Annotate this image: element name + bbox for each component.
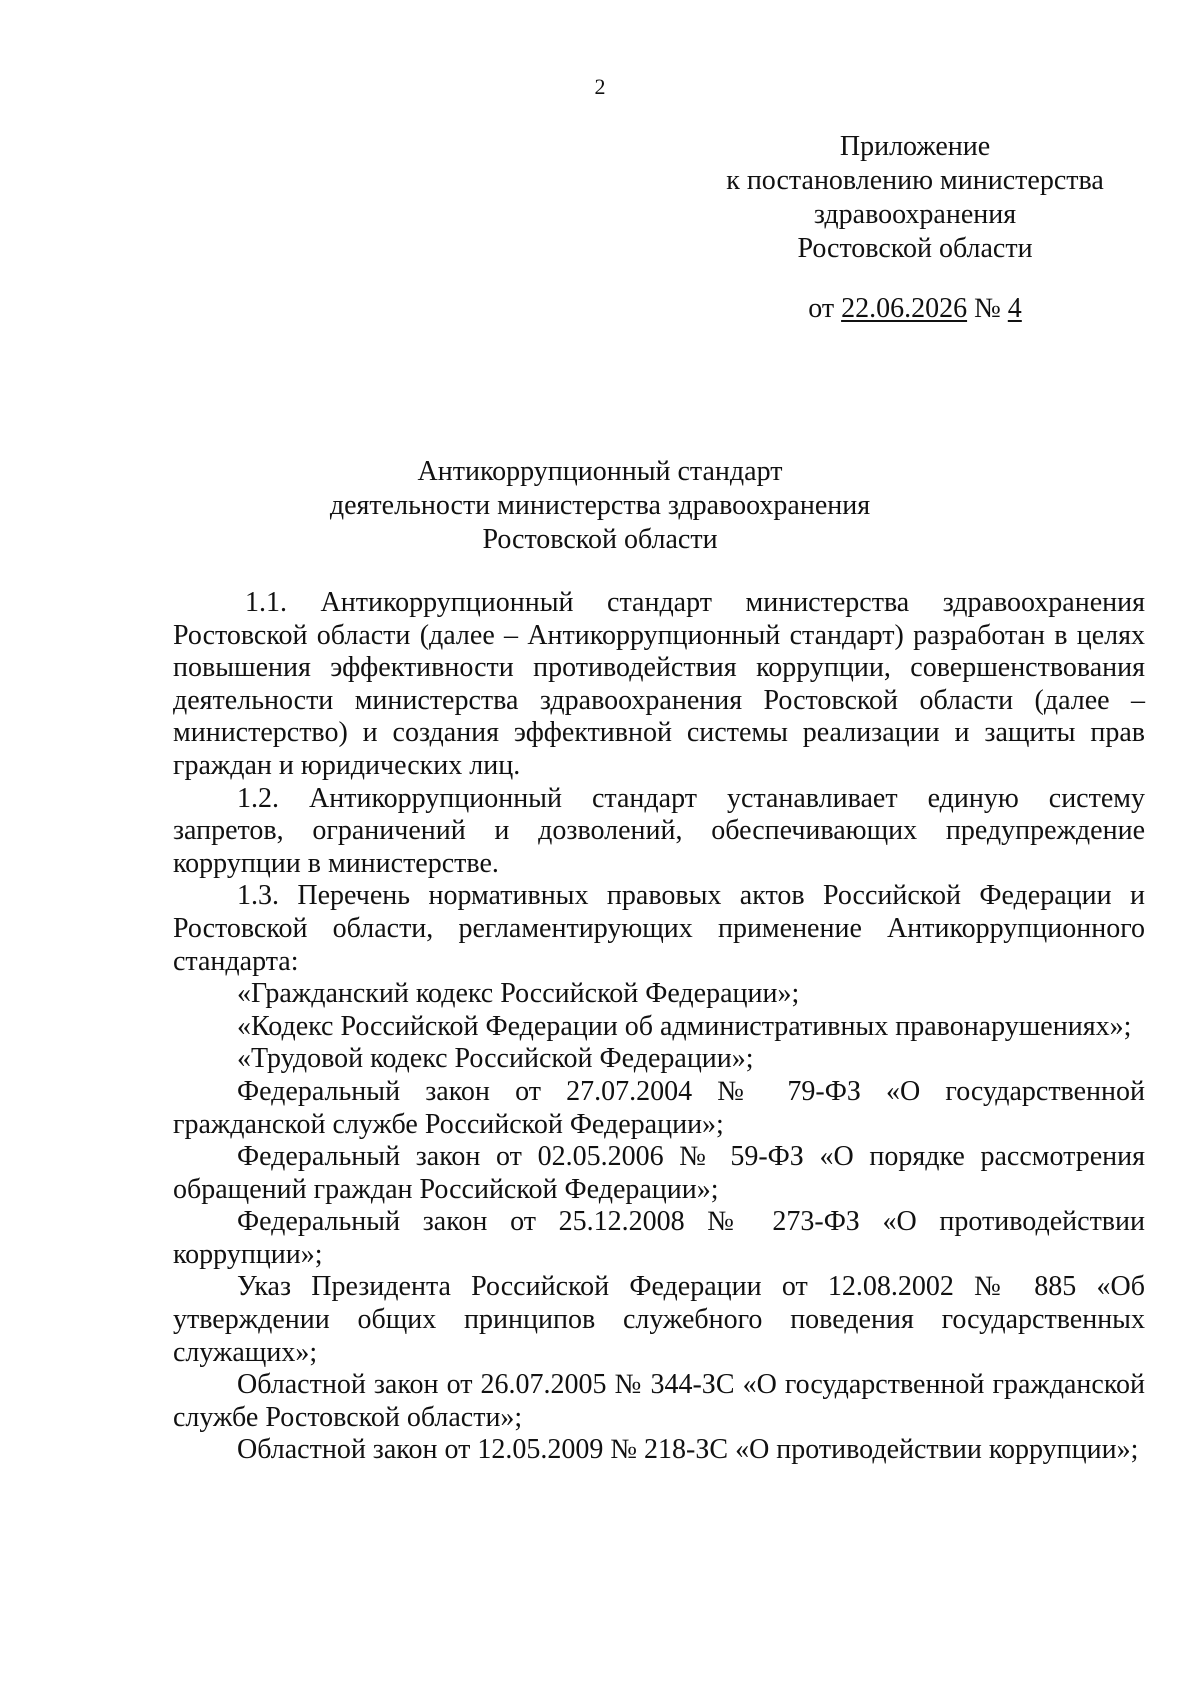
decree-reference <box>700 292 1130 326</box>
list-item-act: Федеральный закон от 02.05.2006 № 59-ФЗ «О порядке рассмотрения обращений граждан Российской Федерации»; <box>173 1141 1145 1205</box>
appendix-header <box>700 130 1130 326</box>
title-line: Ростовской области <box>482 524 718 555</box>
appendix-line: Приложение <box>839 131 991 162</box>
list-item-act: Федеральный закон от 27.07.2004 № 79-ФЗ «О государственной гражданской службе Российской Федерации»; <box>173 1075 1145 1140</box>
list-item-act: «Трудовой кодекс Российской Федерации»; <box>237 1043 754 1075</box>
document-title <box>200 455 1000 557</box>
title-line: Антикоррупционный стандарт <box>417 456 783 487</box>
decree-date: 22.06.2026 <box>841 293 968 324</box>
list-item-act: Областной закон от 12.05.2009 № 218-ЗС «О противодействии коррупции»; <box>237 1434 1139 1466</box>
list-item-act: Указ Президента Российской Федерации от 12.08.2002 № 885 «Об утверждении общих принципов служебного поведения государственных служащих»; <box>173 1271 1145 1368</box>
paragraph-1-2: 1.2. Антикоррупционный стандарт устанавливает единую систему запретов, ограничений и дозволений, обеспечивающих предупреждение коррупции в министерстве. <box>173 782 1145 879</box>
paragraph-1-3: 1.3. Перечень нормативных правовых актов Российской Федерации и Ростовской области, регламентирующих применение Антикоррупционного стандарта: <box>173 880 1145 977</box>
paragraph-1-1: 1.1. Антикоррупционный стандарт министерства здравоохранения Ростовской области (далее – Антикоррупционный стандарт) разработан в целях повышения эффективности противодействия коррупции, совершенствования деятельности министерства здравоохранения Ростовской области (далее – министерство) и создания эффективной системы реализации и защиты прав граждан и юридических лиц. <box>173 587 1145 781</box>
list-item-act: «Гражданский кодекс Российской Федерации»; <box>237 978 800 1010</box>
decree-number-prefix: № <box>967 293 1008 324</box>
decree-date-prefix: от <box>808 293 842 324</box>
decree-number: 4 <box>1007 293 1022 324</box>
page-number: 2 <box>594 74 606 99</box>
appendix-line: здравоохранения <box>813 199 1017 230</box>
appendix-line: Ростовской области <box>797 233 1033 264</box>
list-item-act: «Кодекс Российской Федерации об административных правонарушениях»; <box>237 1010 1132 1042</box>
title-line: деятельности министерства здравоохранения <box>329 490 871 521</box>
list-item-act: Федеральный закон от 25.12.2008 № 273-ФЗ «О противодействии коррупции»; <box>173 1206 1145 1270</box>
appendix-line: к постановлению министерства <box>726 165 1104 196</box>
list-item-act: Областной закон от 26.07.2005 № 344-ЗС «О государственной гражданской службе Ростовской области»; <box>173 1369 1145 1433</box>
document-body <box>173 587 1145 1467</box>
